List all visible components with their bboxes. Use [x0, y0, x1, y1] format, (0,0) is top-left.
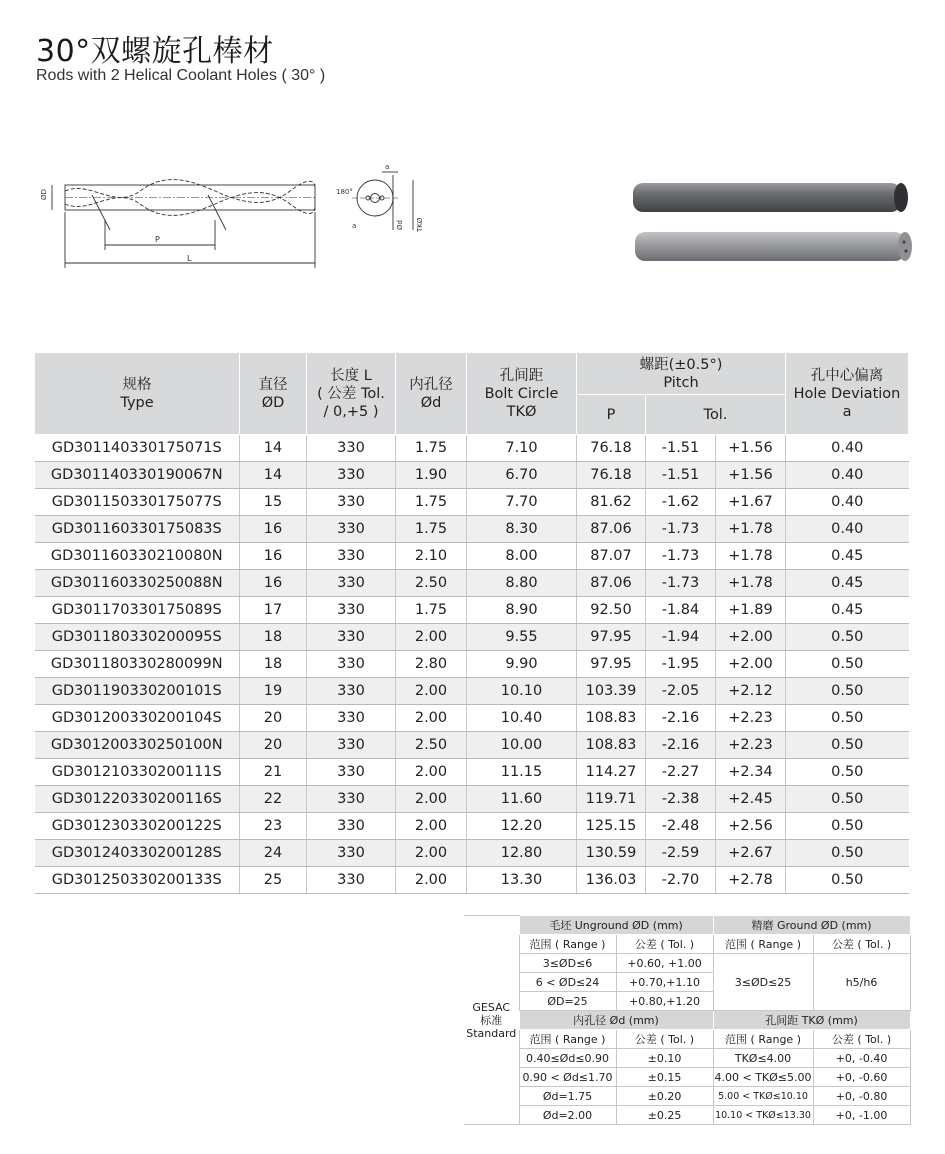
unground-range: ØD=25: [519, 992, 616, 1011]
cell-tol-min: -2.05: [646, 678, 716, 705]
table-row: [35, 678, 909, 705]
table-row: [35, 435, 909, 462]
unground-range: 3≤ØD≤6: [519, 954, 616, 973]
ground-tol: h5/h6: [813, 954, 910, 1011]
cell-diameter: 17: [240, 597, 307, 624]
tk-range: 4.00 < TKØ≤5.00: [713, 1068, 813, 1087]
cell-bolt-circle: 10.40: [467, 705, 577, 732]
cell-length: 330: [307, 462, 396, 489]
cell-pitch: 114.27: [577, 759, 646, 786]
deviation-label-bottom: a: [352, 222, 357, 230]
cell-length: 330: [307, 705, 396, 732]
cell-tol-max: +2.00: [716, 651, 786, 678]
table-row: [35, 570, 909, 597]
cell-hole-diameter: 2.00: [396, 624, 467, 651]
cell-deviation: 0.50: [786, 867, 909, 894]
table-row: [35, 489, 909, 516]
cell-length: 330: [307, 516, 396, 543]
cell-tol-min: -1.51: [646, 435, 716, 462]
tol-header: 公差 ( Tol. ): [616, 1030, 713, 1049]
cell-type: GD301150330175077S: [35, 489, 240, 516]
cell-diameter: 16: [240, 570, 307, 597]
cell-hole-diameter: 1.75: [396, 489, 467, 516]
cell-pitch: 125.15: [577, 813, 646, 840]
cell-tol-min: -1.51: [646, 462, 716, 489]
cell-deviation: 0.45: [786, 597, 909, 624]
cell-diameter: 23: [240, 813, 307, 840]
hole-tol: ±0.10: [616, 1049, 713, 1068]
cell-type: GD301240330200128S: [35, 840, 240, 867]
cell-length: 330: [307, 624, 396, 651]
cell-deviation: 0.50: [786, 624, 909, 651]
cell-length: 330: [307, 435, 396, 462]
cell-bolt-circle: 13.30: [467, 867, 577, 894]
cell-deviation: 0.45: [786, 570, 909, 597]
cell-diameter: 14: [240, 435, 307, 462]
deviation-label-top: a: [385, 163, 390, 171]
cell-diameter: 15: [240, 489, 307, 516]
header-bolt-circle: 孔间距 Bolt Circle TKØ: [467, 353, 577, 435]
cell-tol-max: +1.56: [716, 462, 786, 489]
cell-tol-max: +2.23: [716, 732, 786, 759]
range-header: 范围 ( Range ): [519, 1030, 616, 1049]
cell-bolt-circle: 9.90: [467, 651, 577, 678]
cell-deviation: 0.50: [786, 732, 909, 759]
cell-bolt-circle: 11.60: [467, 786, 577, 813]
standard-label: GESAC 标准 Standard: [464, 916, 519, 1125]
cell-diameter: 20: [240, 705, 307, 732]
cell-type: GD301160330175083S: [35, 516, 240, 543]
header-deviation: 孔中心偏离 Hole Deviation a: [786, 353, 909, 435]
cell-tol-max: +2.45: [716, 786, 786, 813]
cell-length: 330: [307, 786, 396, 813]
cell-length: 330: [307, 543, 396, 570]
range-header: 范围 ( Range ): [713, 1030, 813, 1049]
cell-hole-diameter: 2.00: [396, 678, 467, 705]
cell-deviation: 0.50: [786, 759, 909, 786]
cell-tol-max: +1.67: [716, 489, 786, 516]
bolt-circle-label: TKØ: [416, 217, 424, 232]
page-subtitle: Rods with 2 Helical Coolant Holes ( 30° ): [36, 67, 326, 84]
cell-type: GD301220330200116S: [35, 786, 240, 813]
cell-pitch: 87.06: [577, 570, 646, 597]
rod-product-photo: [625, 170, 915, 270]
cell-length: 330: [307, 732, 396, 759]
cell-bolt-circle: 7.70: [467, 489, 577, 516]
header-pitch-tol: Tol.: [646, 395, 786, 435]
product-table: [34, 352, 909, 894]
hole-range: Ød=1.75: [519, 1087, 616, 1106]
cell-tol-max: +1.78: [716, 516, 786, 543]
page-title: 30°双螺旋孔棒材: [36, 34, 274, 69]
cell-deviation: 0.40: [786, 462, 909, 489]
tk-range: 10.10 < TKØ≤13.30: [713, 1106, 813, 1125]
cell-tol-min: -2.38: [646, 786, 716, 813]
tk-tol: +0, -1.00: [813, 1106, 910, 1125]
table-row: [35, 543, 909, 570]
table-row: [35, 786, 909, 813]
cell-diameter: 16: [240, 543, 307, 570]
cell-pitch: 87.06: [577, 516, 646, 543]
length-label: L: [187, 254, 192, 263]
cell-length: 330: [307, 678, 396, 705]
range-header: 范围 ( Range ): [519, 935, 616, 954]
cell-bolt-circle: 12.80: [467, 840, 577, 867]
cell-tol-max: +2.67: [716, 840, 786, 867]
cell-diameter: 18: [240, 651, 307, 678]
cell-deviation: 0.50: [786, 813, 909, 840]
cell-diameter: 24: [240, 840, 307, 867]
table-row: [35, 516, 909, 543]
cell-tol-min: -1.95: [646, 651, 716, 678]
cell-tol-max: +1.78: [716, 570, 786, 597]
cell-pitch: 81.62: [577, 489, 646, 516]
cell-tol-min: -1.94: [646, 624, 716, 651]
cell-tol-min: -1.73: [646, 516, 716, 543]
cell-hole-diameter: 2.00: [396, 786, 467, 813]
cell-hole-diameter: 2.00: [396, 705, 467, 732]
table-row: [35, 624, 909, 651]
cell-tol-max: +2.56: [716, 813, 786, 840]
cell-tol-min: -2.16: [646, 705, 716, 732]
cell-diameter: 20: [240, 732, 307, 759]
table-row: [35, 462, 909, 489]
cell-tol-max: +1.56: [716, 435, 786, 462]
table-row: [35, 597, 909, 624]
cell-hole-diameter: 2.00: [396, 813, 467, 840]
header-type: 规格 Type: [35, 353, 240, 435]
cell-type: GD301210330200111S: [35, 759, 240, 786]
cell-hole-diameter: 1.75: [396, 435, 467, 462]
cell-type: GD301160330250088N: [35, 570, 240, 597]
hole-diameter-header: 内孔径 Ød (mm): [519, 1011, 713, 1030]
tk-tol: +0, -0.60: [813, 1068, 910, 1087]
tol-header: 公差 ( Tol. ): [616, 935, 713, 954]
cell-tol-min: -2.27: [646, 759, 716, 786]
cell-bolt-circle: 12.20: [467, 813, 577, 840]
cell-deviation: 0.50: [786, 678, 909, 705]
pitch-label: P: [155, 235, 160, 244]
cell-tol-max: +2.12: [716, 678, 786, 705]
cell-bolt-circle: 9.55: [467, 624, 577, 651]
unground-tol: +0.70,+1.10: [616, 973, 713, 992]
cell-bolt-circle: 10.10: [467, 678, 577, 705]
diameter-label: ØD: [40, 189, 48, 200]
table-row: [35, 732, 909, 759]
header-diameter: 直径 ØD: [240, 353, 307, 435]
hole-tol: ±0.15: [616, 1068, 713, 1087]
cell-pitch: 76.18: [577, 435, 646, 462]
cell-deviation: 0.50: [786, 651, 909, 678]
hole-tol: ±0.20: [616, 1087, 713, 1106]
cell-deviation: 0.50: [786, 786, 909, 813]
cell-deviation: 0.40: [786, 435, 909, 462]
cell-hole-diameter: 2.00: [396, 759, 467, 786]
cell-length: 330: [307, 489, 396, 516]
ground-range: 3≤ØD≤25: [713, 954, 813, 1011]
cell-length: 330: [307, 813, 396, 840]
cell-hole-diameter: 2.00: [396, 867, 467, 894]
cell-type: GD301170330175089S: [35, 597, 240, 624]
cell-hole-diameter: 1.75: [396, 597, 467, 624]
tk-range: 5.00 < TKØ≤10.10: [713, 1087, 813, 1106]
cell-length: 330: [307, 867, 396, 894]
cell-tol-max: +2.00: [716, 624, 786, 651]
cell-tol-min: -1.73: [646, 543, 716, 570]
cell-hole-diameter: 2.50: [396, 732, 467, 759]
cell-type: GD301180330200095S: [35, 624, 240, 651]
cell-pitch: 130.59: [577, 840, 646, 867]
cell-tol-max: +2.23: [716, 705, 786, 732]
cell-length: 330: [307, 840, 396, 867]
hole-diameter-label: Ød: [396, 220, 404, 230]
cell-type: GD301140330190067N: [35, 462, 240, 489]
cell-pitch: 136.03: [577, 867, 646, 894]
table-row: [35, 759, 909, 786]
table-row: [35, 705, 909, 732]
tk-tol: +0, -0.40: [813, 1049, 910, 1068]
cell-deviation: 0.40: [786, 516, 909, 543]
header-length: 长度 L ( 公差 Tol. / 0,+5 ): [307, 353, 396, 435]
cell-length: 330: [307, 651, 396, 678]
cell-pitch: 92.50: [577, 597, 646, 624]
cell-tol-min: -2.59: [646, 840, 716, 867]
cell-deviation: 0.50: [786, 705, 909, 732]
cell-bolt-circle: 8.90: [467, 597, 577, 624]
cell-length: 330: [307, 759, 396, 786]
unground-tol: +0.60, +1.00: [616, 954, 713, 973]
cell-diameter: 14: [240, 462, 307, 489]
range-header: 范围 ( Range ): [713, 935, 813, 954]
cell-tol-min: -2.48: [646, 813, 716, 840]
hole-range: Ød=2.00: [519, 1106, 616, 1125]
angle-label: 180°: [336, 188, 353, 196]
hole-range: 0.40≤Ød≤0.90: [519, 1049, 616, 1068]
cell-hole-diameter: 1.90: [396, 462, 467, 489]
hole-range: 0.90 < Ød≤1.70: [519, 1068, 616, 1087]
hole-tol: ±0.25: [616, 1106, 713, 1125]
table-row: [35, 840, 909, 867]
cell-type: GD301200330200104S: [35, 705, 240, 732]
cell-tol-min: -1.62: [646, 489, 716, 516]
cell-tol-min: -1.73: [646, 570, 716, 597]
header-pitch: 螺距(±0.5°) Pitch: [577, 353, 786, 395]
cell-hole-diameter: 2.80: [396, 651, 467, 678]
cell-tol-min: -1.84: [646, 597, 716, 624]
tol-header: 公差 ( Tol. ): [813, 1030, 910, 1049]
unground-header: 毛坯 Unground ØD (mm): [519, 916, 713, 935]
cell-type: GD301140330175071S: [35, 435, 240, 462]
cell-hole-diameter: 2.00: [396, 840, 467, 867]
cell-bolt-circle: 8.80: [467, 570, 577, 597]
cell-bolt-circle: 6.70: [467, 462, 577, 489]
standard-tolerance-table: [464, 915, 911, 1125]
cell-tol-max: +1.89: [716, 597, 786, 624]
cell-deviation: 0.50: [786, 840, 909, 867]
cell-type: GD301180330280099N: [35, 651, 240, 678]
cell-tol-max: +2.34: [716, 759, 786, 786]
cell-deviation: 0.40: [786, 489, 909, 516]
header-hole-diameter: 内孔径 Ød: [396, 353, 467, 435]
cell-bolt-circle: 8.30: [467, 516, 577, 543]
cell-hole-diameter: 1.75: [396, 516, 467, 543]
cell-bolt-circle: 8.00: [467, 543, 577, 570]
table-row: [35, 651, 909, 678]
cell-diameter: 16: [240, 516, 307, 543]
cell-type: GD301230330200122S: [35, 813, 240, 840]
cell-diameter: 18: [240, 624, 307, 651]
tol-header: 公差 ( Tol. ): [813, 935, 910, 954]
unground-range: 6 < ØD≤24: [519, 973, 616, 992]
table-row: [35, 813, 909, 840]
cell-hole-diameter: 2.50: [396, 570, 467, 597]
tk-range: TKØ≤4.00: [713, 1049, 813, 1068]
cell-tol-max: +2.78: [716, 867, 786, 894]
cell-type: GD301190330200101S: [35, 678, 240, 705]
cell-deviation: 0.45: [786, 543, 909, 570]
cell-bolt-circle: 11.15: [467, 759, 577, 786]
cell-pitch: 97.95: [577, 651, 646, 678]
cell-length: 330: [307, 597, 396, 624]
table-row: [35, 867, 909, 894]
header-pitch-p: P: [577, 395, 646, 435]
cell-pitch: 108.83: [577, 705, 646, 732]
cell-type: GD301200330250100N: [35, 732, 240, 759]
cell-pitch: 76.18: [577, 462, 646, 489]
cell-pitch: 103.39: [577, 678, 646, 705]
cell-pitch: 97.95: [577, 624, 646, 651]
unground-tol: +0.80,+1.20: [616, 992, 713, 1011]
cell-pitch: 108.83: [577, 732, 646, 759]
bolt-circle-header: 孔间距 TKØ (mm): [713, 1011, 910, 1030]
cell-type: GD301250330200133S: [35, 867, 240, 894]
tk-tol: +0, -0.80: [813, 1087, 910, 1106]
cell-tol-max: +1.78: [716, 543, 786, 570]
cell-bolt-circle: 7.10: [467, 435, 577, 462]
cell-diameter: 21: [240, 759, 307, 786]
cell-hole-diameter: 2.10: [396, 543, 467, 570]
cell-diameter: 22: [240, 786, 307, 813]
cell-tol-min: -2.70: [646, 867, 716, 894]
cell-pitch: 119.71: [577, 786, 646, 813]
cell-type: GD301160330210080N: [35, 543, 240, 570]
rod-technical-drawing: [30, 150, 430, 275]
cell-length: 330: [307, 570, 396, 597]
cell-diameter: 25: [240, 867, 307, 894]
cell-diameter: 19: [240, 678, 307, 705]
cell-pitch: 87.07: [577, 543, 646, 570]
ground-header: 精磨 Ground ØD (mm): [713, 916, 910, 935]
cell-bolt-circle: 10.00: [467, 732, 577, 759]
cell-tol-min: -2.16: [646, 732, 716, 759]
